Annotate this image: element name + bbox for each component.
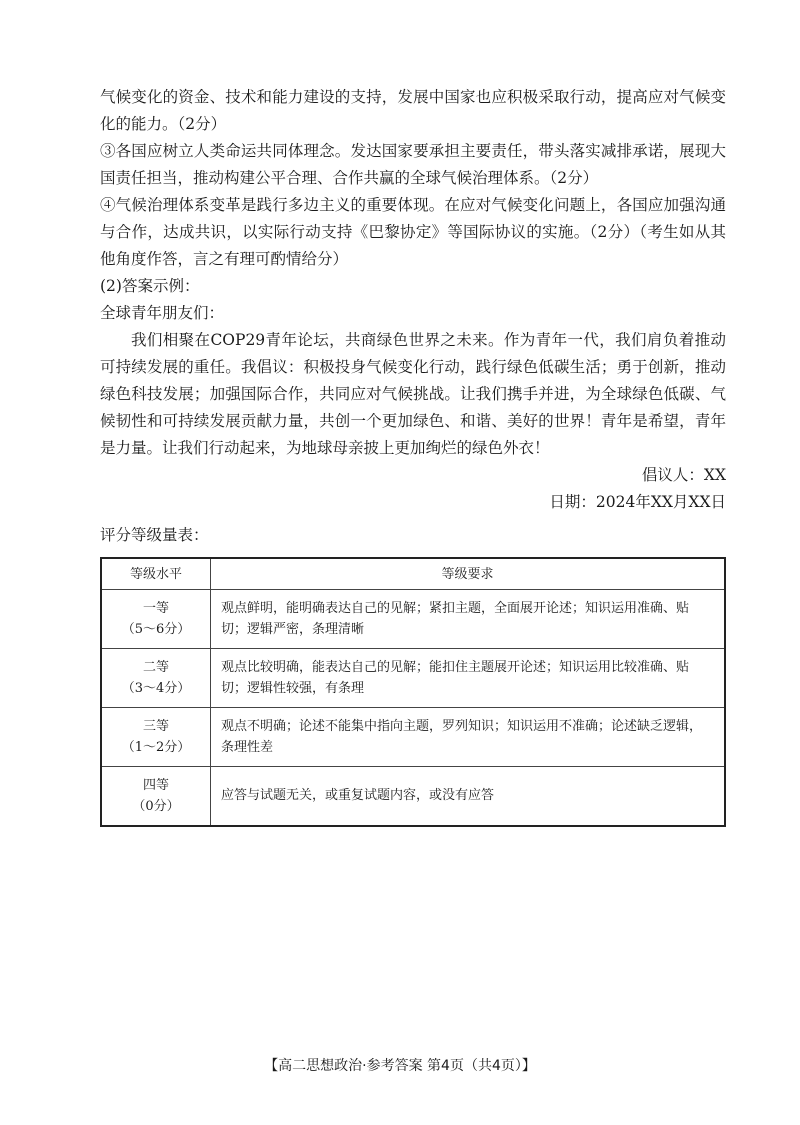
page-footer: 【高二思想政治·参考答案 第4页（共4页）】: [264, 1058, 536, 1074]
rubric-title: 评分等级量表：: [100, 526, 209, 544]
letter-signature: 倡议人：XX: [641, 466, 726, 484]
rubric-level-score: （1～2分）: [121, 740, 191, 755]
rubric-level-score: （0分）: [132, 798, 180, 814]
rubric-level-name: 四等: [142, 777, 169, 793]
answer-content: [100, 84, 726, 827]
rubric-level-cell: [101, 649, 211, 708]
letter-greeting: 全球青年朋友们：: [100, 304, 225, 322]
rubric-row: [101, 767, 725, 826]
rubric-requirement: 观点比较明确，能表达自己的见解；能扣住主题展开论述；知识运用比较准确、贴切；逻辑性较强，有条理: [211, 649, 726, 708]
letter-date: 日期：2024年XX月XX日: [549, 493, 726, 511]
rubric-header-requirement: 等级要求: [211, 558, 726, 590]
rubric-level-name: 一等: [142, 601, 169, 616]
answer-paragraph-3: ③各国应树立人类命运共同体理念。发达国家要承担主要责任，带头落实减排承诺，展现大国责任担当，推动构建公平合理、合作共赢的全球气候治理体系。（2分）: [100, 142, 726, 187]
rubric-level-cell: [101, 590, 211, 649]
rubric-row: [101, 590, 725, 649]
rubric-requirement: 观点不明确；论述不能集中指向主题，罗列知识；知识运用不准确；论述缺乏逻辑，条理性差: [211, 708, 726, 767]
rubric-level-cell: [101, 708, 211, 767]
rubric-requirement: 应答与试题无关，或重复试题内容，或没有应答: [211, 767, 726, 826]
rubric-level-score: （3～4分）: [121, 681, 191, 696]
rubric-header-row: [101, 558, 725, 590]
rubric-header-level: 等级水平: [101, 558, 211, 590]
rubric-requirement: 观点鲜明，能明确表达自己的见解；紧扣主题，全面展开论述；知识运用准确、贴切；逻辑严密，条理清晰: [211, 590, 726, 649]
rubric-level-cell: [101, 767, 211, 826]
answer-paragraph-1: 气候变化的资金、技术和能力建设的支持，发展中国家也应积极采取行动，提高应对气候变化的能力。（2分）: [100, 88, 726, 133]
part-2-label: (2)答案示例：: [100, 277, 200, 295]
rubric-row: [101, 649, 725, 708]
rubric-level-score: （5～6分）: [121, 622, 191, 637]
rubric-level-name: 三等: [142, 719, 169, 734]
rubric-level-name: 二等: [142, 660, 169, 675]
answer-paragraph-4: ④气候治理体系变革是践行多边主义的重要体现。在应对气候变化问题上，各国应加强沟通与合作，达成共识，以实际行动支持《巴黎协定》等国际协议的实施。（2分）（考生如从其他角度作答，言之有理可酌情给分）: [100, 196, 726, 268]
letter-body: 我们相聚在COP29青年论坛，共商绿色世界之未来。作为青年一代，我们肩负着推动可持续发展的重任。我倡议：积极投身气候变化行动，践行绿色低碳生活；勇于创新，推动绿色科技发展；加强国际合作，共同应对气候挑战。让我们携手并进，为全球绿色低碳、气候韧性和可持续发展贡献力量，共创一个更加绿色、和谐、美好的世界！青年是希望，青年是力量。让我们行动起来，为地球母亲披上更加绚烂的绿色外衣！: [100, 331, 726, 457]
rubric-table: [100, 557, 726, 827]
rubric-row: [101, 708, 725, 767]
